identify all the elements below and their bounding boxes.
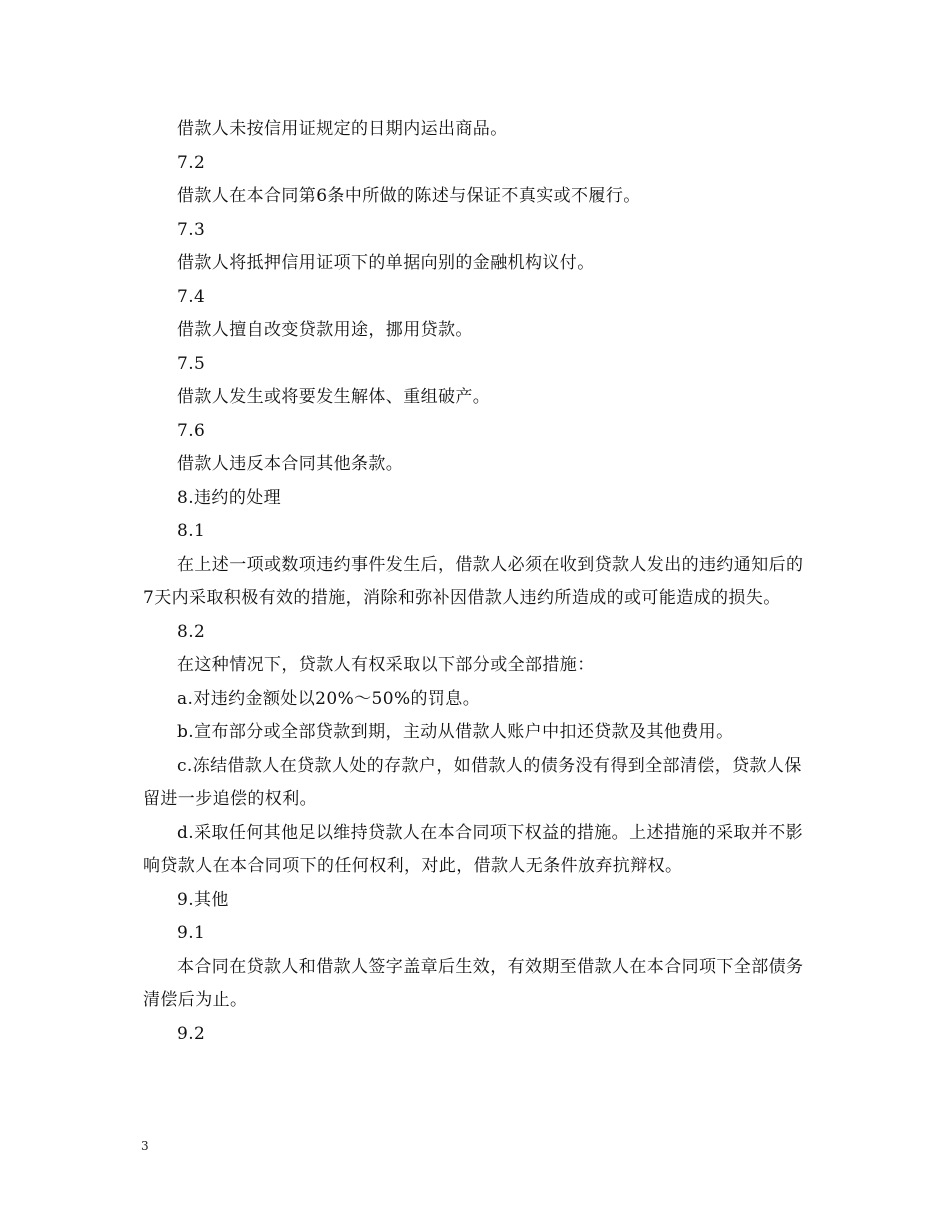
paragraph: 借款人将抵押信用证项下的单据向别的金融机构议付。 [177, 253, 595, 273]
paragraph: 借款人擅自改变贷款用途，挪用贷款。 [177, 320, 473, 340]
paragraph: 本合同在贷款人和借款人签字盖章后生效，有效期至借款人在本合同项下全部债务清偿后为止。 [143, 956, 804, 1010]
paragraph: 在这种情况下，贷款人有权采取以下部分或全部措施： [177, 655, 595, 675]
section-heading: 9.其他 [177, 889, 229, 910]
list-item: b.宣布部分或全部贷款到期，主动从借款人账户中扣还贷款及其他费用。 [177, 722, 734, 742]
clause-number: 8.1 [177, 521, 206, 541]
list-item: a.对违约金额处以20%～50%的罚息。 [177, 688, 481, 709]
document-body [143, 113, 813, 1051]
clause-number: 7.6 [177, 420, 206, 441]
paragraph: 借款人在本合同第6条中所做的陈述与保证不真实或不履行。 [177, 186, 641, 206]
clause-number: 8.2 [177, 621, 206, 642]
section-heading: 8.违约的处理 [177, 487, 282, 508]
list-item: c.冻结借款人在贷款人处的存款户，如借款人的债务没有得到全部清偿，贷款人保留进一步追偿的权利。 [143, 755, 802, 809]
page-number: 3 [141, 1139, 149, 1153]
paragraph: 在上述一项或数项违约事件发生后，借款人必须在收到贷款人发出的违约通知后的7天内采取积极有效的措施，消除和弥补因借款人违约所造成的或可能造成的损失。 [143, 554, 804, 608]
clause-number: 7.5 [177, 353, 206, 374]
paragraph: 借款人未按信用证规定的日期内运出商品。 [177, 119, 508, 139]
list-item: d.采取任何其他足以维持贷款人在本合同项下权益的措施。上述措施的采取并不影响贷款人在本合同项下的任何权利，对此，借款人无条件放弃抗辩权。 [143, 822, 804, 876]
paragraph: 借款人发生或将要发生解体、重组破产。 [177, 387, 491, 407]
clause-number: 9.1 [177, 923, 206, 943]
clause-number: 7.2 [177, 152, 206, 173]
clause-number: 7.3 [177, 219, 206, 240]
paragraph: 借款人违反本合同其他条款。 [177, 454, 404, 474]
clause-number: 9.2 [177, 1023, 206, 1044]
clause-number: 7.4 [177, 286, 206, 307]
